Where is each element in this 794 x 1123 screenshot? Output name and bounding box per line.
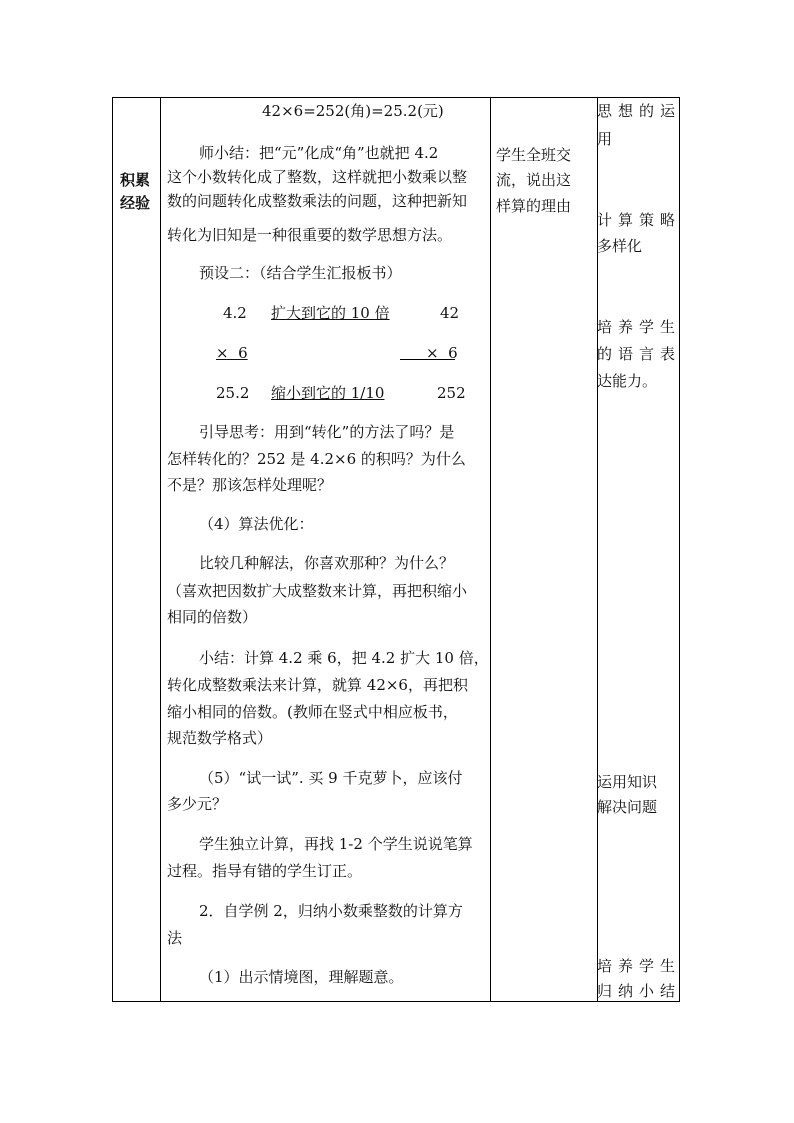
summary2-line: 转化成整数乘法来计算，就算 42×6，再把积 [167,676,468,694]
intent-line: 培养学生 [597,318,682,336]
student-line: 流，说出这 [496,171,572,189]
step-four: （4）算法优化： [199,515,314,533]
column-divider [597,98,598,1001]
student-line: 样算的理由 [496,197,572,215]
preset-two: 预设二：（结合学生汇报板书） [199,264,402,282]
summary-line: 数的问题转化成整数乘法的问题，这种把新知 [167,192,468,210]
compare-line: 相同的倍数） [167,608,258,626]
calc-line: 42×6=252(角)=25.2(元) [262,102,444,120]
summary2-line: 小结：计算 4.2 乘 6，把 4.2 扩大 10 倍， [199,649,489,667]
vertical-r1-right: 42 [440,304,460,322]
self-study-line: 2．自学例 2，归纳小数乘整数的计算方 [199,902,463,920]
intent-line: 达能力。 [597,372,658,390]
intent-line: 用 [597,130,613,148]
vertical-r2-right: × 6 [426,344,458,362]
guide-line: 引导思考：用到“转化”的方法了吗？是 [199,423,455,441]
vertical-r3-mid: 缩小到它的 1/10 [271,384,385,402]
vertical-r3-left: 25.2 [216,384,250,402]
intent-line: 计算策略 [597,211,682,229]
row-label-line: 经验 [120,194,151,212]
summary2-line: 缩小相同的倍数。(教师在竖式中相应板书， [167,703,458,721]
summary-line: 转化为旧知是一种很重要的数学思想方法。 [167,226,453,244]
vertical-r2-left: × 6 [216,344,248,362]
intent-line: 归纳小结 [597,982,682,1000]
summary-line: 这个小数转化成了整数，这样就把小数乘以整 [167,168,468,186]
column-divider [160,98,161,1001]
compare-line: （喜欢把因数扩大成整数来计算，再把积缩小 [167,582,468,600]
intent-line: 的语言表 [597,345,682,363]
independent-line: 过程。指导有错的学生订正。 [167,862,363,880]
vertical-r3-right: 252 [437,384,466,402]
intent-line: 运用知识 [597,773,658,791]
step-five-line: （5）“试一试”. 买 9 千克萝卜，应该付 [199,769,463,787]
compare-line: 比较几种解法，你喜欢那种？为什么？ [199,554,455,572]
independent-line: 学生独立计算，再找 1-2 个学生说说笔算 [199,835,473,853]
step-five-line: 多少元？ [167,795,228,813]
vertical-r1-mid: 扩大到它的 10 倍 [271,304,390,322]
intent-line: 多样化 [597,237,643,255]
guide-line: 怎样转化的？252 是 4.2×6 的积吗？为什么 [167,450,466,468]
guide-line: 不是？那该怎样处理呢？ [167,476,333,494]
column-divider [490,98,491,1001]
student-line: 学生全班交 [496,146,572,164]
self-study-line: 法 [167,929,183,947]
summary2-line: 规范数学格式） [167,729,273,747]
intent-line: 解决问题 [597,798,658,816]
vertical-r1-left: 4.2 [223,304,247,322]
step-one: （1）出示情境图，理解题意。 [199,968,404,986]
intent-line: 培养学生 [597,957,682,975]
intent-line: 思想的运 [597,102,682,120]
row-label-line: 积累 [120,171,151,189]
summary-line: 师小结：把“元”化成“角”也就把 4.2 [199,144,439,162]
